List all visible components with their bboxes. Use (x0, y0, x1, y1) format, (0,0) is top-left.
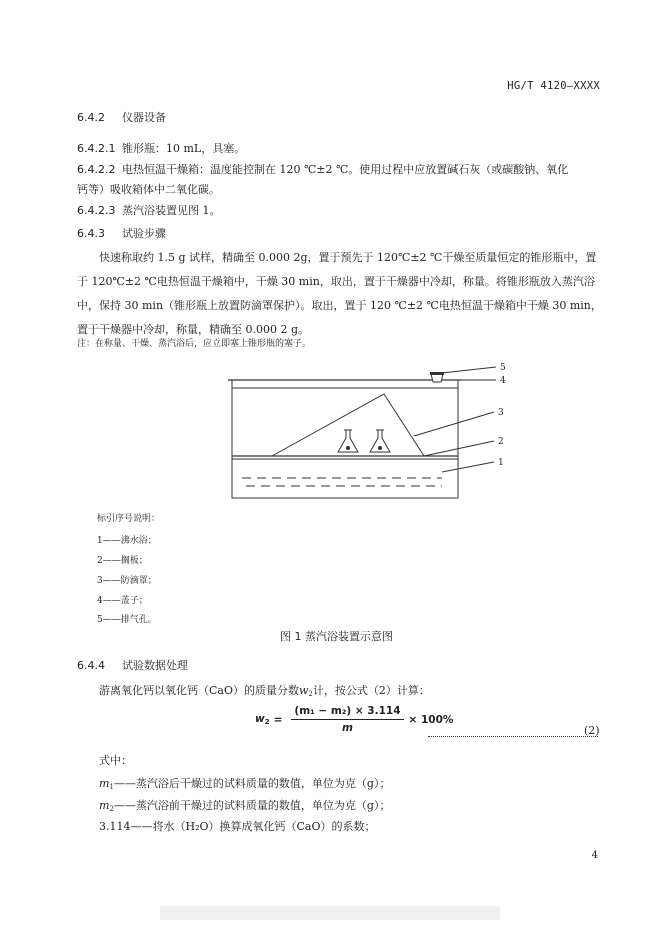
footer-watermark (160, 906, 500, 920)
where-label: 式中： (99, 754, 132, 767)
vent-cap (431, 374, 443, 382)
clause-number: 6.4.2.1 (77, 142, 116, 155)
procedure-note: 注：在称量、干燥、蒸汽浴后，应立即塞上锥形瓶的塞子。 (77, 339, 312, 349)
callout-4: 4 (500, 376, 506, 386)
clause-text: 锥形瓶：10 mL，具塞。 (122, 142, 246, 155)
legend-item: 2——搁板； (97, 556, 148, 566)
steam-bath-diagram (228, 360, 528, 510)
clause-6-4-2-3 (77, 202, 221, 218)
leader-2 (424, 441, 494, 456)
clause-number: 6.4.2.2 (77, 163, 116, 176)
definition-m1: $m_1——$蒸汽浴后干燥过的试料质量的数值，单位为克（g）； (99, 777, 391, 791)
callout-5: 5 (500, 363, 506, 373)
formula-equals: = (273, 713, 283, 726)
equation-leader-dots (428, 728, 598, 737)
calc-intro: 游离氧化钙以氧化钙（CaO）的质量分数$w_2$计，按公式（2）计算： (99, 684, 430, 698)
leader-1 (442, 462, 494, 472)
legend-item: 1——沸水浴； (97, 536, 157, 546)
page-number: 4 (591, 850, 598, 861)
section-number: 6.4.3 (77, 227, 105, 240)
section-title: 仪器设备 (122, 111, 166, 124)
legend-title: 标引序号说明： (97, 514, 161, 524)
formula-lhs: $w_2$ (255, 713, 270, 726)
legend-item: 3——防滴罩； (97, 576, 157, 586)
leader-5 (442, 367, 496, 373)
equation-number: (2) (584, 724, 600, 737)
formula-2 (255, 705, 453, 734)
section-title: 试验步骤 (122, 227, 166, 240)
section-6-4-4-heading (77, 657, 188, 673)
clause-6-4-2-2 (77, 161, 568, 177)
callout-1: 1 (498, 458, 504, 468)
document-code: HG/T 4120—XXXX (507, 80, 600, 92)
formula-fraction (291, 705, 403, 734)
procedure-paragraph: 快速称取约 1.5 g 试样，精确至 0.000 2g，置于预先于 120℃±2 ℃干燥至质量恒定的锥形瓶中，置于 120℃±2 ℃电热恒温干燥箱中，干燥 30 min，取出，置于干燥器中冷却，称量。将锥形瓶放入蒸汽浴中，保持 30 min（锥形瓶上放置防滴罩保护）。取出，置于 120 ℃±2 ℃电热恒温干燥箱中干燥 30 min，置于干燥器中冷却，称量，精确至 0.000 2 g。 (77, 251, 602, 336)
definition-coefficient: 3.114——将水（H₂O）换算成氧化钙（CaO）的系数； (99, 820, 376, 833)
clause-6-4-2-1 (77, 140, 245, 156)
definition-m2: $m_2——$蒸汽浴前干燥过的试料质量的数值，单位为克（g）； (99, 799, 391, 813)
section-number: 6.4.2 (77, 111, 105, 124)
diagram-drawing (228, 367, 496, 498)
leader-3 (414, 412, 494, 436)
formula-denominator: m (341, 722, 353, 734)
vent-top (430, 372, 444, 375)
section-number: 6.4.4 (77, 659, 105, 672)
callout-3: 3 (498, 408, 504, 418)
formula-numerator: (m₁ − m₂) × 3.114 (291, 705, 403, 720)
figure-caption: 图 1 蒸汽浴装置示意图 (280, 630, 393, 643)
section-6-4-2-heading (77, 109, 166, 125)
formula-tail: × 100% (408, 713, 454, 726)
legend-item: 5——排气孔。 (97, 615, 157, 625)
clause-text-line1: 电热恒温干燥箱：温度能控制在 120 ℃±2 ℃。使用过程中应放置碱石灰（或碳酸钠、氧化 (122, 163, 569, 176)
clause-text: 蒸汽浴装置见图 1。 (122, 204, 221, 217)
clause-6-4-2-2-cont: 钙等）吸收箱体中二氧化碳。 (77, 183, 220, 196)
legend-item: 4——盖子； (97, 596, 148, 606)
callout-2: 2 (498, 437, 504, 447)
section-6-4-3-heading (77, 225, 166, 241)
section-title: 试验数据处理 (122, 659, 188, 672)
clause-number: 6.4.2.3 (77, 204, 116, 217)
